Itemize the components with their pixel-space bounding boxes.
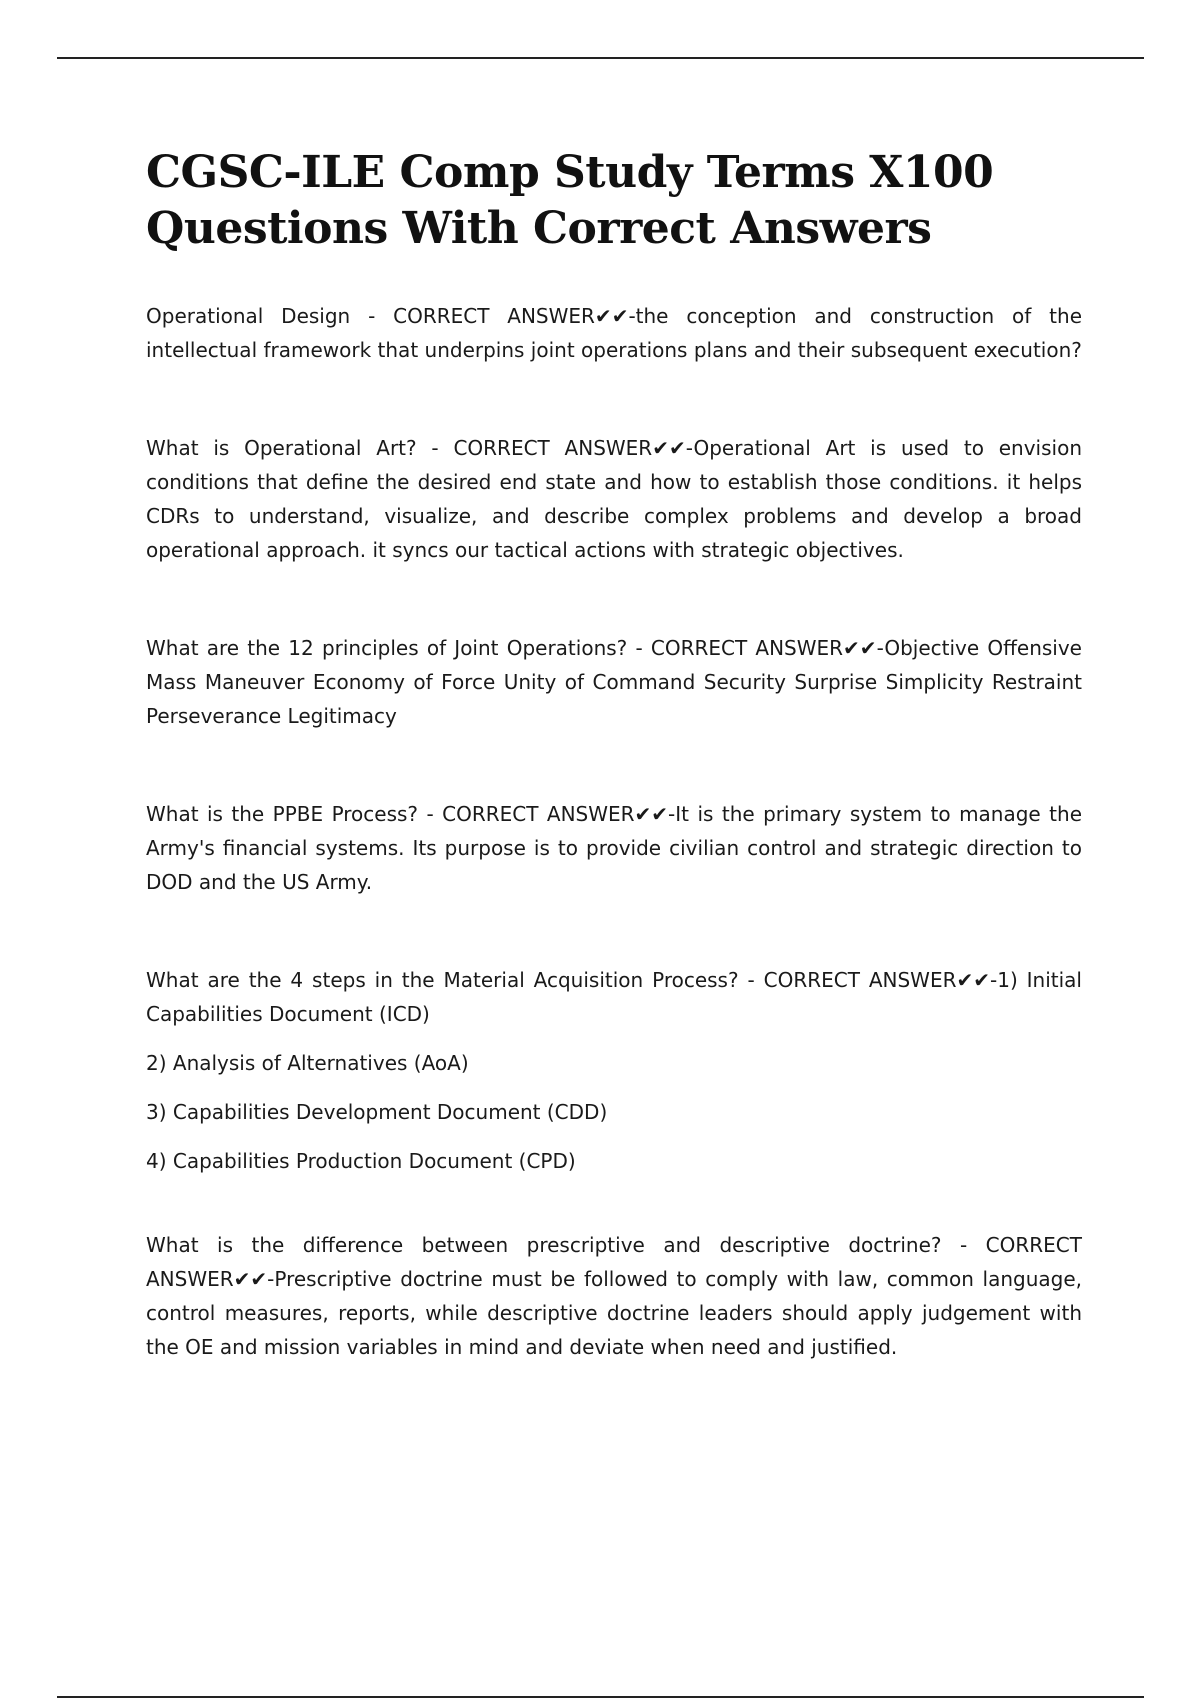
qa-item-doctrine: [146, 1228, 1082, 1364]
qa-text: What are the 12 principles of Joint Operations? - CORRECT ANSWER✔✔-Objective Offensive Mass Maneuver Economy of Force Unity of Command Security Surprise Simplicity Restraint Perseverance Legitimacy: [146, 636, 1082, 728]
qa-text: What is Operational Art? - CORRECT ANSWER✔✔-Operational Art is used to envision conditions that define the desired end state and how to establish those conditions. it helps CDRs to understand, visualize, and describe complex problems and develop a broad operational approach. it syncs our tactical actions with strategic objectives.: [146, 436, 1082, 562]
qa-item-operational-design: [146, 299, 1082, 367]
bottom-rule: [57, 1696, 1144, 1698]
qa-item-operational-art: [146, 431, 1082, 567]
qa-item-material-acquisition: [146, 963, 1082, 1178]
qa-text: What are the 4 steps in the Material Acquisition Process? - CORRECT ANSWER✔✔-1) Initial Capabilities Document (ICD): [146, 968, 1082, 1026]
qa-sub-line: 2) Analysis of Alternatives (AoA): [146, 1051, 469, 1075]
top-rule: [57, 57, 1144, 59]
qa-sub-line: 4) Capabilities Production Document (CPD): [146, 1149, 576, 1173]
qa-item-ppbe-process: [146, 797, 1082, 899]
document-title: CGSC-ILE Comp Study Terms X100 Questions With Correct Answers: [146, 147, 994, 254]
qa-text: What is the PPBE Process? - CORRECT ANSWER✔✔-It is the primary system to manage the Army's financial systems. Its purpose is to provide civilian control and strategic direction to DOD and the US Army.: [146, 802, 1082, 894]
qa-item-joint-principles: [146, 631, 1082, 733]
document-body: [146, 145, 1082, 1428]
qa-text: What is the difference between prescriptive and descriptive doctrine? - CORRECT ANSWER✔✔-Prescriptive doctrine must be followed to comply with law, common language, control measures, reports, while descriptive doctrine leaders should apply judgement with the OE and mission variables in mind and deviate when need and justified.: [146, 1233, 1082, 1359]
qa-sub-line: 3) Capabilities Development Document (CDD): [146, 1100, 608, 1124]
qa-text: Operational Design - CORRECT ANSWER✔✔-the conception and construction of the intellectual framework that underpins joint operations plans and their subsequent execution?: [146, 304, 1082, 362]
